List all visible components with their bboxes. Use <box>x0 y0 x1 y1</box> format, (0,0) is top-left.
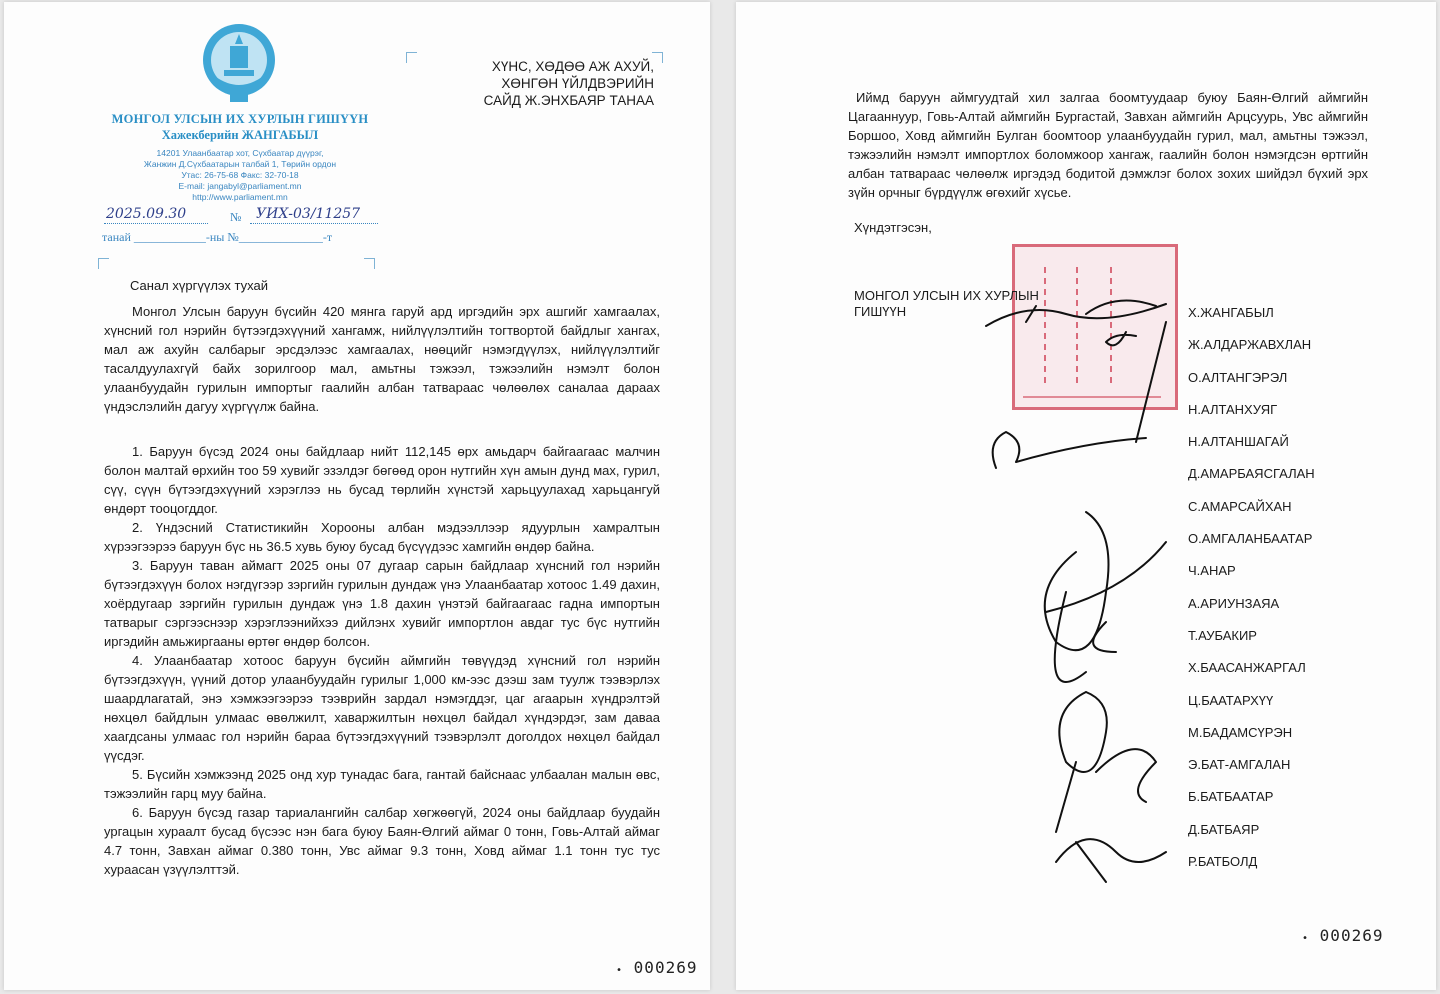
corner-mark <box>364 258 375 269</box>
signatory-name: Ч.АНАР <box>1188 563 1236 579</box>
letterhead-address <box>100 148 380 203</box>
signatory-name: Р.БАТБОЛД <box>1188 854 1258 870</box>
email-line: E-mail: jangabyl@parliament.mn <box>178 181 302 191</box>
signatory-title-line: МОНГОЛ УЛСЫН ИХ ХУРЛЫН <box>854 288 1039 303</box>
website-line: http://www.parliament.mn <box>192 192 288 202</box>
letter-intro <box>104 302 660 416</box>
letter-page-1 <box>4 2 710 990</box>
signatory-name: С.АМАРСАЙХАН <box>1188 498 1292 514</box>
document-serial-number: • 000269 <box>1302 926 1384 945</box>
handwritten-number: УИХ-03/11257 <box>256 206 361 222</box>
recipient-line: ХҮНС, ХӨДӨӨ АЖ АХУЙ, <box>491 59 654 74</box>
signatory-name: Н.АЛТАНШАГАЙ <box>1188 434 1289 450</box>
signatory-name: М.БАДАМСҮРЭН <box>1188 724 1293 740</box>
signatory-name: Ц.БААТАРХҮҮ <box>1188 692 1274 708</box>
handwritten-date: 2025.09.30 <box>106 206 187 222</box>
recipient-line: ХӨНГӨН ҮЙЛДВЭРИЙН <box>501 76 654 91</box>
address-line: Жанжин Д.Сүхбаатарын талбай 1, Төрийн ордон <box>143 159 337 169</box>
signatory-name: Т.АУБАКИР <box>1188 627 1257 643</box>
point-4: 4. Улаанбаатар хотоос баруун бүсийн аймгийн төвүүдэд хүнсний гол нэрийн бүтээгдэхүүн, үүний дотор улаанбуудайн гурилыг 1,000 км-ээс дээш зам туулж тээвэрлэх шаардлагатай, энэ хэмжээгээрээ тээврийн зардал нэмэгддэг, цаг агаарын хүндрэлтэй нөхцөл байдлын улмаас өвөлжилт, хаваржилтын нөхцөл байдал хүндэрдэг, зам даваа хаагдсаны улмаас гол нэрийн бараа бүтээгдэхүүний тээвэрлэлт доголдох нөхцөл байдал үүсдэг. <box>104 653 660 763</box>
signatory-name: О.АЛТАНГЭРЭЛ <box>1188 369 1288 385</box>
signatory-name: Ж.АЛДАРЖАВХЛАН <box>1188 337 1312 353</box>
signatory-list <box>1188 302 1315 883</box>
point-3: 3. Баруун таван аймагт 2025 оны 07 дугаар сарын байдлаар хүнсний гол нэрийн бүтээгдэхүүн болох нэгдүгээр зэргийн гурилын дундаж үнэ Улаанбаатар хотоос 1.49 дахин, хоёрдугаар зэргийн гурилын дундаж үнэ 1.8 дахин үнэтэй байгаагаас гадна импортын татварыг сэргээснээр хэрэглээнийхээ дийлэнх хувийг импортлон авдаг тус бүс нутгийн иргэдийн амьжиргааны өртөг өндөр болсон. <box>104 558 660 649</box>
letter-points <box>104 442 660 879</box>
signatory-name: Б.БАТБААТАР <box>1188 789 1274 805</box>
signatory-name: Х.ЖАНГАБЫЛ <box>1188 305 1274 320</box>
point-6: 6. Баруун бүсэд газар тариалангийн салбар хөгжөөгүй, 2024 оны байдлаар буудайн ургацын хураалт бусад бүсээс нэн бага буюу Баян-Өлгий аймаг 0 тонн, Говь-Алтай аймаг 4.7 тонн, Завхан аймаг 0.380 тонн, Увс аймаг 9.3 тонн, Ховд аймаг 1.1 тонн тус тус хураасан үзүүлэлттэй. <box>104 805 660 877</box>
serial-number-text: 000269 <box>633 958 698 977</box>
handwritten-signatures <box>966 292 1196 902</box>
point-2: 2. Үндэсний Статистикийн Хорооны албан мэдээллээр ядуурлын хамралтын хүрээгээрээ баруун бүс нь 36.5 хувь буюу бусад бүсүүдээс хамгийн өндөр байна. <box>104 520 660 554</box>
letterhead-member-name: Хажекберийн ЖАНГАБЫЛ <box>161 128 319 142</box>
intro-paragraph: Монгол Улсын баруун бүсийн 420 мянга гаруй ард иргэдийн эрх ашгийг хамгаалах, хүнсний гол нэрийн бүтээгдэхүүний хангамж, нийлүүлэлтийн тогтвортой байдлыг хангах, мал аж ахуйн салбарыг эрсдэлээс хамгаалах, нөөцийг нэмэгдүүлэх, нийлүүлэлтийг тасалдуулахгүй байх зорилгоор мал, амьтны тэжээл, тэжээлийн нэмэлт болон улаанбуудайн гурилын импортыг гаалийн албан татвараас чөлөөлөх саналаа дараах үндэслэлийн дагуу хүргүүлж байна. <box>104 304 660 414</box>
phone-line: Утас: 26-75-68 Факс: 32-70-18 <box>181 170 299 180</box>
corner-mark <box>406 52 417 63</box>
letter-page-2 <box>736 2 1436 990</box>
signatory-name: Д.АМАРБАЯСГАЛАН <box>1188 466 1315 482</box>
address-line: 14201 Улаанбаатар хот, Сүхбаатар дүүрэг, <box>156 148 324 158</box>
letter-number-line <box>100 206 390 246</box>
signatory-name: О.АМГАЛАНБААТАР <box>1188 531 1313 547</box>
corner-mark <box>98 258 109 269</box>
closing-text: Иймд баруун аймгуудтай хил залгаа боомтуудаар буюу Баян-Өлгий аймгийн Цагааннуур, Говь-Алтай аймгийн Бургастай, Завхан аймгийн Арцсуурь, Увс аймгийн Боршоо, Ховд аймгийн Булган боомтоор улаанбуудайн гурил, мал, амьтны тэжээл, тэжээлийн нэмэлт импортлох боломжоор хангаж, гаалийн болон нэмэгдсэн өртгийн албан татвараас чөлөөлж иргэдэд бодитой дэмжлэг болох зохих шийдэл бүхий эрх зүйн орчныг бүрдүүлж өгөхийг хүсье. <box>848 90 1368 200</box>
recipient-line: САЙД Ж.ЭНХБАЯР ТАНАА <box>483 93 654 108</box>
closing-paragraph <box>848 88 1368 202</box>
number-underline <box>250 223 378 224</box>
signatory-name: Д.БАТБАЯР <box>1188 821 1260 837</box>
document-serial-number: • 000269 <box>616 958 698 977</box>
signatory-title-line: ГИШҮҮН <box>854 304 907 319</box>
signatory-name: А.АРИУНЗАЯА <box>1188 595 1280 611</box>
letterhead-title: МОНГОЛ УЛСЫН ИХ ХУРЛЫН ГИШҮҮН <box>111 112 369 126</box>
signatory-name: Н.АЛТАНХУЯГ <box>1188 401 1278 417</box>
date-underline <box>104 223 208 224</box>
point-5: 5. Бүсийн хэмжээнд 2025 онд хур тунадас бага, гантай байснаас улбаалан малын өвс, тэжээлийн гарц муу байна. <box>104 767 660 801</box>
point-1: 1. Баруун бүсэд 2024 оны байдлаар нийт 112,145 өрх амьдарч байгаагаас малчин болон малтай өрхийн тоо 59 хувийг эзэлдэг бөгөөд орон нутгийн хүн амын дунд мах, гурил, сүү, сүүн бүтээгдэхүүний хэрэглээ нь бусад төрлийн хүнстэй харьцуулахад харьцангуй өндөрт тооцогддог. <box>104 444 660 516</box>
number-label: № <box>230 210 242 224</box>
state-emblem-icon <box>200 20 278 104</box>
serial-number-text: 000269 <box>1319 926 1384 945</box>
regards-text: Хүндэтгэсэн, <box>854 220 932 235</box>
signatory-name: Х.БААСАНЖАРГАЛ <box>1188 660 1306 676</box>
recipient-block <box>424 58 654 109</box>
letter-subject: Санал хүргүүлэх тухай <box>130 278 268 293</box>
reference-line: танай ____________-ны №______________-т <box>102 230 333 244</box>
signatory-name: Э.БАТ-АМГАЛАН <box>1188 757 1291 773</box>
